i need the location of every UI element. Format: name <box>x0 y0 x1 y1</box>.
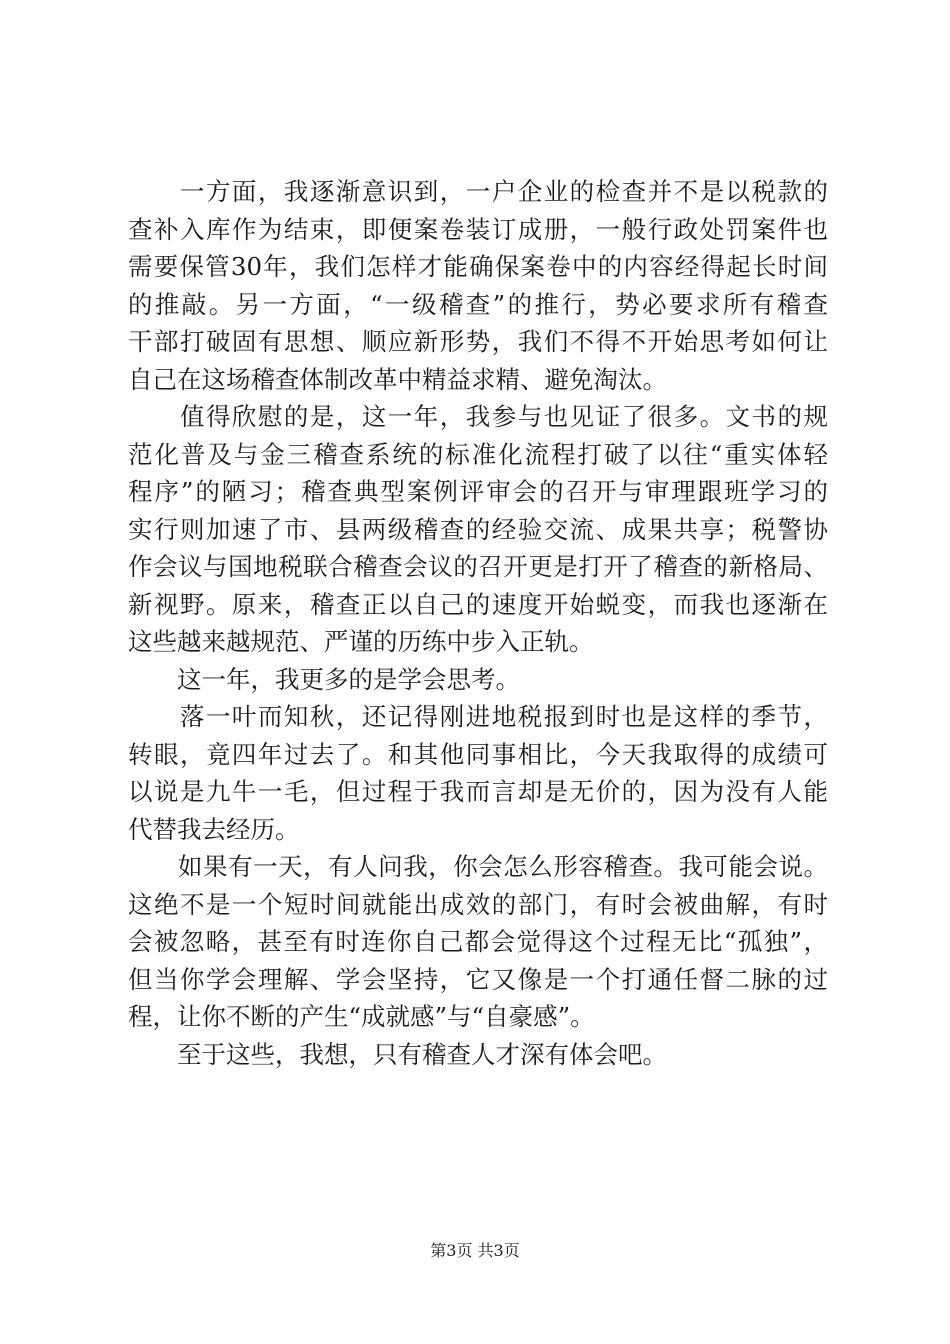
text-line: 程序”的陋习；稽查典型案例评审会的召开与审理跟班学习的 <box>128 477 828 506</box>
text-line: 自己在这场稽查体制改革中精益求精、避免淘汰。 <box>128 364 667 394</box>
text-line: 这一年，我更多的是学会思考。 <box>128 664 520 694</box>
text-line: 实行则加速了市、县两级稽查的经验交流、成果共享；税警协 <box>128 514 828 544</box>
text-line: 干部打破固有思想、顺应新形势，我们不得不开始思考如何让 <box>128 327 828 356</box>
text-line: 范化普及与金三稽查系统的标准化流程打破了以往“重实体轻 <box>128 439 828 469</box>
text-line: 会被忽略，甚至有时连你自己都会觉得这个过程无比“孤独”， <box>128 927 828 956</box>
text-line: 一方面，我逐渐意识到，一户企业的检查并不是以税款的 <box>128 177 828 206</box>
text-line: 转眼，竟四年过去了。和其他同事相比，今天我取得的成绩可 <box>128 739 828 769</box>
text-line: 代替我去经历。 <box>128 814 300 844</box>
text-line: 作会议与国地税联合稽查会议的召开更是打开了稽查的新格局、 <box>128 552 828 581</box>
text-line: 这绝不是一个短时间就能出成效的部门，有时会被曲解，有时 <box>128 889 828 919</box>
text-line: 这些越来越规范、严谨的历练中步入正轨。 <box>128 627 594 656</box>
text-line: 需要保管30年，我们怎样才能确保案卷中的内容经得起长时间 <box>128 252 828 281</box>
text-line: 至于这些，我想，只有稽查人才深有体会吧。 <box>128 1039 667 1069</box>
page-footer: 第3页 共3页 <box>430 1241 520 1260</box>
text-line: 以说是九牛一毛，但过程于我而言却是无价的，因为没有人能 <box>128 777 828 806</box>
text-line: 新视野。原来，稽查正以自己的速度开始蜕变，而我也逐渐在 <box>128 589 828 619</box>
text-line: 查补入库作为结束，即便案卷装订成册，一般行政处罚案件也 <box>128 214 828 244</box>
text-line: 落一叶而知秋，还记得刚进地税报到时也是这样的季节， <box>128 702 828 731</box>
text-line: 但当你学会理解、学会坚持，它又像是一个打通任督二脉的过 <box>128 964 828 994</box>
text-line: 值得欣慰的是，这一年，我参与也见证了很多。文书的规 <box>128 402 828 431</box>
document-body <box>128 173 828 1073</box>
text-line: 如果有一天，有人问我，你会怎么形容稽查。我可能会说。 <box>128 852 828 881</box>
text-line: 程，让你不断的产生“成就感”与“自豪感”。 <box>128 1002 595 1031</box>
text-line: 的推敲。另一方面，“一级稽查”的推行，势必要求所有稽查 <box>128 289 828 319</box>
